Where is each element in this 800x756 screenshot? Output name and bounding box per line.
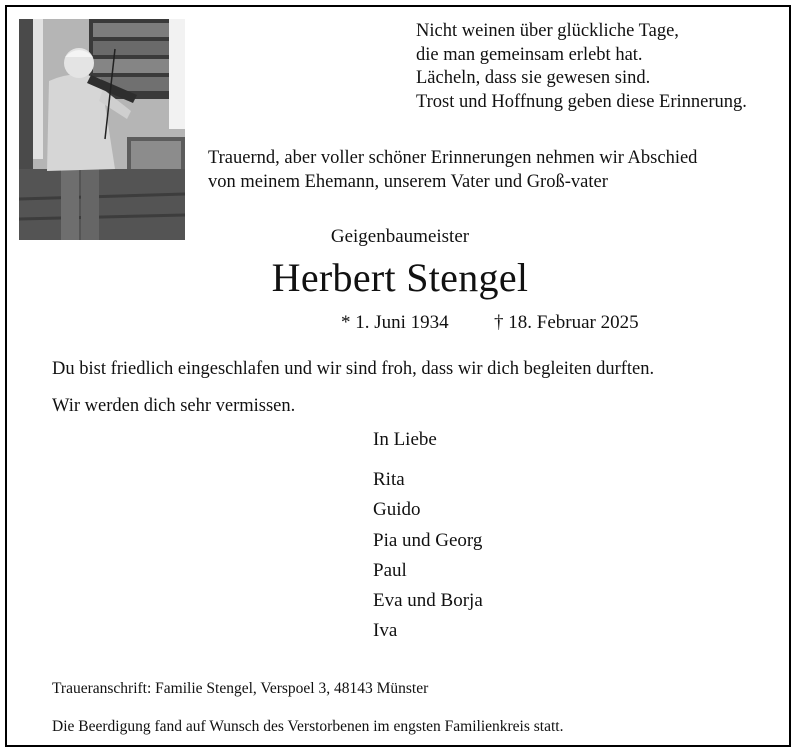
poem-line: Nicht weinen über glückliche Tage,: [416, 21, 679, 41]
intro-line: Trauernd, aber voller schöner Erinnerungen nehmen wir Abschied: [208, 148, 698, 168]
mourner-name: Guido: [373, 499, 421, 521]
poem-line: Lächeln, dass sie gewesen sind.: [416, 68, 651, 88]
message-line-2: Wir werden dich sehr vermissen.: [52, 396, 296, 416]
mourner-name: Pia und Georg: [373, 529, 483, 551]
profession: Geigenbaumeister: [330, 226, 470, 247]
poem: [416, 20, 747, 114]
mourner-name: Paul: [373, 559, 407, 581]
poem-line: Trost und Hoffnung geben diese Erinnerung.: [416, 91, 747, 112]
intro-text: [208, 147, 697, 194]
mourners-heading: In Liebe: [373, 429, 437, 450]
deceased-name: Herbert Stengel: [271, 255, 529, 300]
intro-line: von meinem Ehemann, unserem Vater und Groß-vater: [208, 171, 608, 192]
mourner-name: Eva und Borja: [373, 590, 483, 612]
birth-date: * 1. Juni 1934: [341, 312, 449, 333]
mourners-list: [373, 465, 483, 647]
mourner-name: Rita: [373, 469, 405, 490]
mourner-name: Iva: [373, 620, 398, 642]
funeral-note: Die Beerdigung fand auf Wunsch des Verstorbenen im engsten Familienkreis statt.: [52, 718, 564, 735]
death-date: † 18. Februar 2025: [494, 312, 639, 333]
violinist-image: [19, 19, 185, 240]
poem-line: die man gemeinsam erlebt hat.: [416, 44, 643, 65]
message-line-1: Du bist friedlich eingeschlafen und wir sind froh, dass wir dich begleiten durften.: [52, 359, 655, 379]
mourning-address: Traueranschrift: Familie Stengel, Verspoel 3, 48143 Münster: [52, 680, 429, 697]
portrait-photo: [19, 19, 185, 240]
